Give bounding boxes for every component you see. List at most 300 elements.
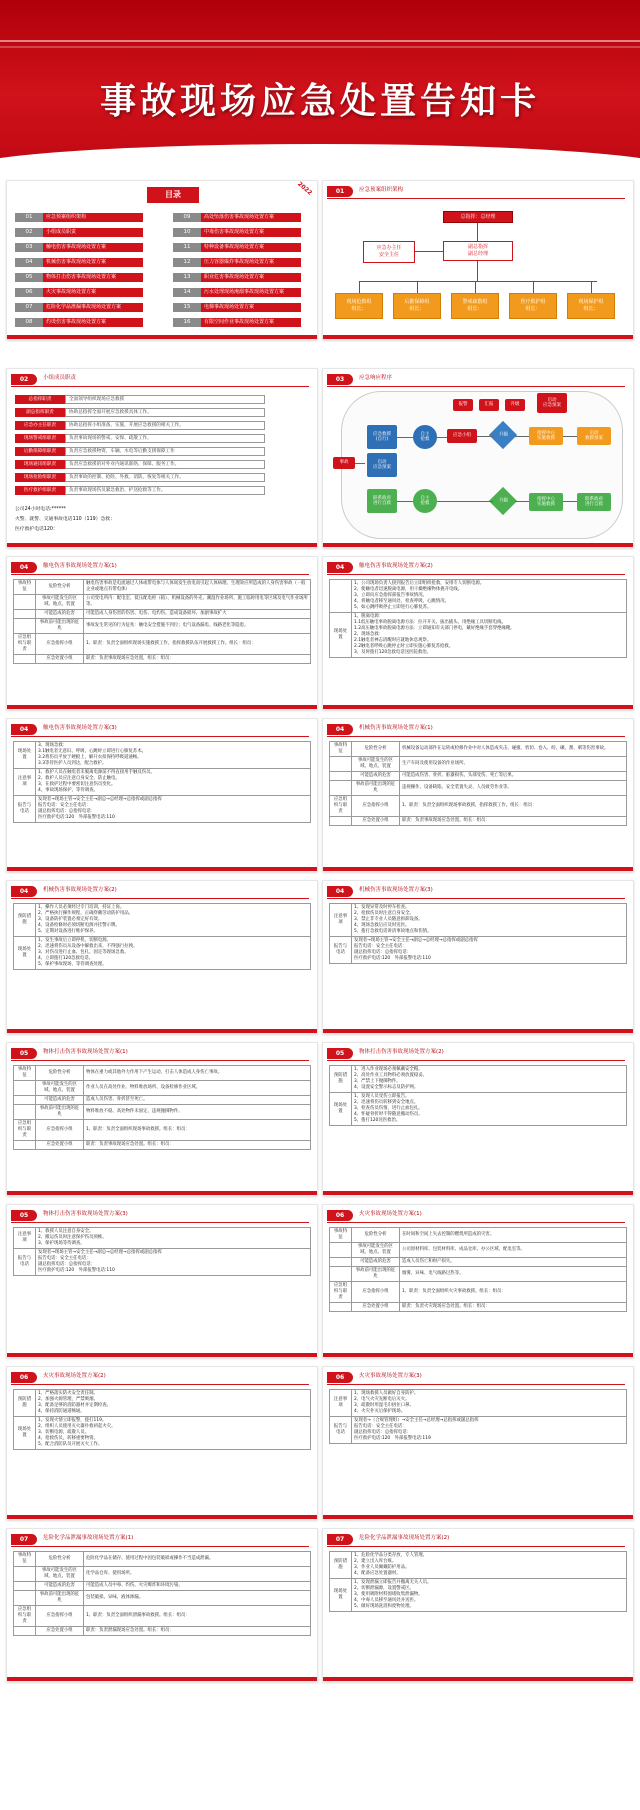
table-text-cell: 造成人员伤亡和财产损失。 bbox=[400, 1258, 627, 1267]
table-row bbox=[14, 1105, 311, 1120]
table-section-cell: 应急组织与职责 bbox=[14, 634, 36, 655]
org-connector bbox=[477, 261, 478, 281]
table-row bbox=[330, 613, 627, 658]
panel-header-line bbox=[11, 1060, 309, 1061]
table-row bbox=[14, 769, 311, 796]
table-row bbox=[330, 796, 627, 817]
panel-title: 机械伤害事故现场处置方案(2) bbox=[43, 887, 117, 893]
table-text-cell: 违规操作、设备缺陷、安全装置失灵、人员疲劳作业等。 bbox=[400, 781, 627, 796]
table-row bbox=[14, 634, 311, 655]
org-office: 应急办主任 安全主任 bbox=[363, 241, 415, 263]
flow-arrow bbox=[563, 501, 577, 502]
toc-label: 特种设备事故现场处置方案 bbox=[201, 243, 301, 252]
table-section-cell: 预防措施 bbox=[330, 1066, 352, 1093]
panel-number: 06 bbox=[327, 1210, 353, 1221]
panel-footer-bar bbox=[323, 543, 633, 547]
flow-panel bbox=[322, 368, 634, 548]
table-text-cell: 物体在重力或其他外力作用下产生运动，打击人体造成人身伤亡事故。 bbox=[84, 1066, 311, 1081]
table-section-cell bbox=[14, 1081, 36, 1096]
table-section-cell bbox=[330, 1267, 352, 1282]
table-row bbox=[14, 1627, 311, 1636]
table-section-cell: 报告与电话 bbox=[14, 796, 36, 823]
plan-card bbox=[322, 1366, 634, 1520]
plan-card bbox=[322, 1042, 634, 1196]
table-text-cell: 1、职责：负责全面组织现场事故救援。组长：组员： bbox=[84, 1120, 311, 1141]
table-text-cell: 职责：负责事故现场应急处置。组长：组员： bbox=[400, 817, 627, 826]
panel-header-line bbox=[327, 1060, 625, 1061]
table-row bbox=[330, 1579, 627, 1612]
table-section-cell bbox=[330, 1243, 352, 1258]
toc-label: 灼烫伤害事故现场处置方案 bbox=[43, 318, 143, 327]
table-row bbox=[330, 1282, 627, 1303]
page-title: 事故现场应急处置告知卡 bbox=[99, 81, 540, 122]
panel-footer-bar bbox=[7, 867, 317, 871]
table-text-cell: 1、进入作业现场必须佩戴安全帽。 2、高处作业工具物料必须放置稳妥。 3、严禁上下抛掷物件。 4、设置安全警示标志及防护网。 bbox=[352, 1066, 627, 1093]
table-label-cell: 事故前可能出现的征兆 bbox=[36, 1105, 84, 1120]
table-row bbox=[330, 772, 627, 781]
duty-row bbox=[15, 460, 265, 469]
table-label-cell: 应急指挥小组 bbox=[352, 1282, 400, 1303]
table-text-cell: 公司变电所内：配电室、低压配电柜（箱）、机械设备的外壳、潮湿作业场所、施工临时用电等区域及电气作业场所等。 bbox=[84, 595, 311, 610]
flow-node: 汇报 bbox=[479, 399, 499, 411]
toc-label: 触电伤害事故现场处置方案 bbox=[43, 243, 143, 252]
table-label-cell: 事故可能发生的区域、地点、装置 bbox=[36, 1567, 84, 1582]
plan-card bbox=[6, 880, 318, 1034]
panel-footer-bar bbox=[7, 1191, 317, 1195]
table-label-cell: 危险性分析 bbox=[36, 1066, 84, 1081]
table-text-cell: 危险化学品在储存、使用过程中因包装破损或操作不当造成泄漏。 bbox=[84, 1552, 311, 1567]
table-label-cell: 应急指挥小组 bbox=[36, 634, 84, 655]
toc-label: 火灾事故现场处置方案 bbox=[43, 288, 143, 297]
toc-number: 05 bbox=[15, 273, 43, 282]
panel-footer-bar bbox=[323, 705, 633, 709]
plan-card bbox=[6, 1528, 318, 1682]
panel-header-line bbox=[11, 736, 309, 737]
org-group-box: 现场保护组 组长： bbox=[567, 293, 615, 319]
panel-footer-bar bbox=[7, 705, 317, 709]
table-text-cell: 生产车间及使用设备的作业场所。 bbox=[400, 757, 627, 772]
org-connector bbox=[415, 251, 443, 252]
toc-item[interactable] bbox=[173, 228, 301, 237]
flow-arrow bbox=[563, 436, 577, 437]
plan-table bbox=[329, 1551, 627, 1612]
table-row bbox=[14, 595, 311, 610]
table-section-cell bbox=[330, 772, 352, 781]
flow-node: 自主 抢救 bbox=[413, 489, 437, 513]
plan-table bbox=[329, 1065, 627, 1126]
table-label-cell: 应急指挥小组 bbox=[36, 1606, 84, 1627]
table-section-cell bbox=[330, 580, 352, 613]
flow-arrow bbox=[397, 501, 413, 502]
toc-item[interactable] bbox=[173, 288, 301, 297]
duty-text: 全面领导组织现场应急救援 bbox=[65, 395, 265, 404]
panel-title: 物体打击伤害事故现场处置方案(2) bbox=[359, 1049, 444, 1055]
table-text-cell: 职责：负责事故现场应急处置，组长：组员： bbox=[84, 655, 311, 664]
toc-label: 污水处理现场淹溺事故现场处置方案 bbox=[201, 288, 301, 297]
table-text-cell: 1、发生事故后立即停机，切断电源。 2、迅速将伤员从设备中解救出来，不得强行拉拽。 3、对伤员进行止血、包扎、固定等现场急救。 4、立即拨打120急救电话。 5、保护事故现场，等待调查处理。 bbox=[36, 937, 311, 970]
table-section-cell bbox=[330, 757, 352, 772]
hero-stripe bbox=[0, 40, 640, 42]
table-section-cell: 报告与电话 bbox=[14, 1249, 36, 1276]
duty-row bbox=[15, 421, 265, 430]
duty-text: 负责应急救援的对外对内通讯联络、保障、服务工作。 bbox=[65, 460, 265, 469]
org-group-box: 警戒疏散组 组长： bbox=[451, 293, 499, 319]
toc-label: 小组成员职责 bbox=[43, 228, 143, 237]
table-row bbox=[14, 1228, 311, 1249]
toc-item[interactable] bbox=[173, 273, 301, 282]
panel-footer-bar bbox=[7, 1677, 317, 1681]
panel-header-line bbox=[11, 386, 309, 387]
table-section-cell: 现场处置 bbox=[330, 1093, 352, 1126]
flow-arrow bbox=[437, 437, 447, 438]
toc-label: 应急预案组织架构 bbox=[43, 213, 143, 222]
panel-title: 火灾事故现场处置方案(3) bbox=[359, 1373, 422, 1379]
toc-item[interactable] bbox=[15, 273, 143, 282]
panel-header-line bbox=[327, 898, 625, 899]
table-row bbox=[330, 1390, 627, 1417]
panel-number: 05 bbox=[327, 1048, 353, 1059]
panel-number: 04 bbox=[327, 562, 353, 573]
panel-header-line bbox=[327, 198, 625, 199]
org-connector bbox=[359, 281, 360, 293]
table-text-cell: 3、现场急救： 3.1触电者无意识、呼吸、心跳时立即进行心肺复苏术。 3.2将伤员平放于硬板上，解开衣扣保持呼吸道通畅。 3.3等待医护人员到达，配合救护。 bbox=[36, 742, 311, 769]
table-row bbox=[14, 1120, 311, 1141]
flow-node: 指挥中心 实施救援 bbox=[529, 493, 563, 511]
table-text-cell: 发现者→（合规管理组）→安全主任→总经理→总指挥或副总指挥 报告电话：安全主任电话： 副总指挥电话：总指挥电话： 医疗救护电话:120 外部报警电话:119 bbox=[352, 1417, 627, 1444]
flow-arrow bbox=[515, 501, 529, 502]
panel-header bbox=[11, 1534, 317, 1546]
panel-header bbox=[327, 562, 633, 574]
flow-node: 启动 应急预案 bbox=[367, 453, 397, 477]
table-section-cell bbox=[14, 1582, 36, 1591]
panel-header-line bbox=[327, 1384, 625, 1385]
table-section-cell bbox=[330, 817, 352, 826]
toc-number: 08 bbox=[15, 318, 43, 327]
toc-label: 危险化学品泄漏事故现场处置方案 bbox=[43, 303, 143, 312]
duty-label: 总指挥职责 bbox=[15, 395, 65, 404]
panel-footer-bar bbox=[323, 1191, 633, 1195]
panel-footer-bar bbox=[323, 1353, 633, 1357]
duties-panel bbox=[6, 368, 318, 548]
plan-card bbox=[322, 718, 634, 872]
org-commander: 总指挥：总经理 bbox=[443, 211, 513, 223]
toc-item[interactable] bbox=[173, 213, 301, 222]
toc-item[interactable] bbox=[15, 213, 143, 222]
toc-item[interactable] bbox=[173, 303, 301, 312]
table-section-cell: 注意事项 bbox=[14, 769, 36, 796]
table-section-cell bbox=[14, 1096, 36, 1105]
toc-number: 02 bbox=[15, 228, 43, 237]
table-row bbox=[14, 796, 311, 823]
table-label-cell: 应急处置小组 bbox=[352, 1303, 400, 1312]
table-row bbox=[330, 904, 627, 937]
duty-row bbox=[15, 395, 265, 404]
toc-number: 09 bbox=[173, 213, 201, 222]
hero-banner bbox=[0, 0, 640, 170]
table-text-cell: 烟雾、异味、电气线路过热等。 bbox=[400, 1267, 627, 1282]
org-panel bbox=[322, 180, 634, 340]
panel-header bbox=[327, 374, 633, 386]
table-row bbox=[330, 1093, 627, 1126]
table-row bbox=[14, 1591, 311, 1606]
toc-number: 06 bbox=[15, 288, 43, 297]
toc-year: 2022 bbox=[296, 180, 314, 197]
duty-label: 应急办主任职责 bbox=[15, 421, 65, 430]
toc-label: 职业危害事故现场处置方案 bbox=[201, 273, 301, 282]
table-text-cell: 可能造成人员中毒、灼伤、火灾爆炸和环境污染。 bbox=[84, 1582, 311, 1591]
table-text-cell: 1、脱离电源： 1.1低压触电事故脱离电源方法：拉开开关、拔出插头、用绝缘工具切断电线。 1.2高压触电事故脱离电源方法：立即通知有关部门停电，戴好绝缘手套穿绝缘靴。 2、现场急救： 2.1触电者神志清醒时应就地休息观察。 2.2触电者呼吸心跳停止时立即实施心肺复苏抢救。 3、及时拨打120急救电话送医院救治。 bbox=[352, 613, 627, 658]
duty-label: 后勤保障组职责 bbox=[15, 447, 65, 456]
toc-item[interactable] bbox=[173, 243, 301, 252]
plan-table bbox=[13, 1389, 311, 1450]
panel-title: 触电伤害事故现场处置方案(1) bbox=[43, 563, 117, 569]
table-section-cell: 注意事项 bbox=[14, 1228, 36, 1249]
table-section-cell bbox=[14, 1567, 36, 1582]
table-text-cell: 发现者→现场主管→安全主任→副总→总经理→总指挥或副总指挥 报告电话：安全主任电话： 副总指挥电话：总指挥电话： 医疗救护电话:120 外部报警电话:110 bbox=[352, 937, 627, 964]
plan-table bbox=[13, 903, 311, 970]
table-label-cell: 应急处置小组 bbox=[36, 655, 84, 664]
table-row bbox=[14, 1606, 311, 1627]
org-connector bbox=[475, 281, 476, 293]
table-row bbox=[14, 1390, 311, 1417]
table-section-cell bbox=[330, 781, 352, 796]
flow-node: 启动 救援预案 bbox=[577, 427, 611, 445]
panel-number: 04 bbox=[11, 886, 37, 897]
table-row bbox=[14, 937, 311, 970]
table-row bbox=[14, 1081, 311, 1096]
toc-item[interactable] bbox=[15, 258, 143, 267]
plan-card bbox=[6, 1204, 318, 1358]
table-text-cell: 1、发现火情立即报警，拨打119。 2、组织人员使用灭火器扑救初起火灾。 3、切断电源，疏散人员。 4、抢救伤员，转移重要物资。 5、配合消防队员开展灭火工作。 bbox=[36, 1417, 311, 1450]
org-deputy: 副总指挥 副总经理 bbox=[443, 241, 513, 261]
plan-card bbox=[322, 1528, 634, 1682]
table-text-cell: 职责：负责火灾现场应急处置。组长：组员： bbox=[400, 1303, 627, 1312]
table-label-cell: 可能造成的危害 bbox=[352, 1258, 400, 1267]
plan-table bbox=[13, 1065, 311, 1150]
plan-table bbox=[329, 1389, 627, 1444]
toc-item[interactable] bbox=[173, 318, 301, 327]
table-row bbox=[330, 1258, 627, 1267]
table-text-cell: 1、职责：负责全面组织现场事故救援，指挥救援工作。组长：组员： bbox=[400, 796, 627, 817]
org-connector bbox=[477, 223, 478, 241]
panel-footer-bar bbox=[7, 1515, 317, 1519]
table-row bbox=[14, 655, 311, 664]
table-text-cell: 触电伤害事故是电流通过人体或带电体与人体间发生放电而引起人体病理、生理效应所造成的人身伤害事故（一般企业或地点有带电体） bbox=[84, 580, 311, 595]
plan-card bbox=[6, 1366, 318, 1520]
toc-panel bbox=[6, 180, 318, 340]
table-label-cell: 危险性分析 bbox=[352, 1228, 400, 1243]
table-row bbox=[330, 817, 627, 826]
table-section-cell: 预防措施 bbox=[14, 904, 36, 937]
table-label-cell: 可能造成的危害 bbox=[36, 1096, 84, 1105]
plan-table bbox=[13, 579, 311, 664]
table-text-cell: 可能造成人身伤害的伤害、电伤、电灼伤、造成设备损坏、加剧事故扩大 bbox=[84, 610, 311, 619]
panel-number: 04 bbox=[327, 886, 353, 897]
duty-row bbox=[15, 486, 265, 495]
plan-table bbox=[329, 1227, 627, 1312]
table-row bbox=[14, 1582, 311, 1591]
flow-node: 应急救援 (自行) bbox=[367, 425, 397, 449]
table-section-cell: 应急组织与职责 bbox=[14, 1120, 36, 1141]
org-group-box: 后勤保障组 组长： bbox=[393, 293, 441, 319]
org-connector bbox=[591, 281, 592, 293]
table-section-cell: 事故特征 bbox=[330, 742, 352, 757]
toc-number: 04 bbox=[15, 258, 43, 267]
plan-table bbox=[13, 1227, 311, 1276]
table-row bbox=[330, 1066, 627, 1093]
table-row bbox=[14, 1417, 311, 1450]
table-label-cell: 事故可能发生的区域、地点、装置 bbox=[352, 1243, 400, 1258]
flow-decision-label: 升级 bbox=[498, 498, 508, 504]
panel-footer-bar bbox=[7, 543, 317, 547]
flow-start: 事故 bbox=[333, 457, 355, 469]
flow-arrow bbox=[477, 436, 493, 437]
toc-number: 01 bbox=[15, 213, 43, 222]
table-row bbox=[330, 1552, 627, 1579]
panel-title: 机械伤害事故现场处置方案(1) bbox=[359, 725, 433, 731]
panel-title: 火灾事故现场处置方案(1) bbox=[359, 1211, 422, 1217]
duty-label: 现场通讯组职责 bbox=[15, 460, 65, 469]
flow-arrow bbox=[515, 436, 529, 437]
panel-title: 火灾事故现场处置方案(2) bbox=[43, 1373, 106, 1379]
toc-header: 目录 bbox=[147, 187, 199, 203]
duty-text: 协助总指挥全面开展应急救援具体工作。 bbox=[65, 408, 265, 417]
table-text-cell: 1、职责：负责全面组织现场实施救援工作，指挥救援队伍开展救援工作。组长：组员： bbox=[84, 634, 311, 655]
flow-node: 自主 抢救 bbox=[413, 425, 437, 449]
duty-label: 现场警戒组职责 bbox=[15, 434, 65, 443]
table-section-cell: 应急组织与职责 bbox=[330, 796, 352, 817]
panel-title: 小组成员职责 bbox=[43, 375, 77, 381]
panel-number: 04 bbox=[11, 562, 37, 573]
table-text-cell: 包装破损、异味、液体渗漏。 bbox=[84, 1591, 311, 1606]
external-phone: 火警、就警、交通事故电话110（119）急救： bbox=[15, 517, 115, 522]
plan-table bbox=[329, 741, 627, 826]
panel-footer-bar bbox=[323, 1677, 633, 1681]
table-section-cell: 事故特征 bbox=[14, 580, 36, 595]
table-label-cell: 可能造成的危害 bbox=[352, 772, 400, 781]
table-text-cell: 发现者→现场主管→安全主任→副总→总经理→总指挥或副总指挥 报告电话：安全主任电话： 副总指挥电话：总指挥电话： 医疗救护电话:120 外部报警电话:110 bbox=[36, 1249, 311, 1276]
table-row bbox=[330, 757, 627, 772]
duty-row bbox=[15, 447, 265, 456]
table-section-cell: 事故特征 bbox=[14, 1552, 36, 1567]
duty-label: 医疗救护组职责 bbox=[15, 486, 65, 495]
panel-title: 触电伤害事故现场处置方案(3) bbox=[43, 725, 117, 731]
duty-text: 协助总指挥小组准备、实施、开展应急救援的相关工作。 bbox=[65, 421, 265, 430]
table-text-cell: 1、危险化学品分类存放，专人管理。 2、建立出入库台账。 3、作业人员佩戴防护用品。 4、配备应急处置器材。 bbox=[352, 1552, 627, 1579]
table-row bbox=[14, 1567, 311, 1582]
table-label-cell: 危险性分析 bbox=[352, 742, 400, 757]
panel-number: 05 bbox=[11, 1210, 37, 1221]
toc-label: 物体打击伤害事故现场处置方案 bbox=[43, 273, 143, 282]
table-label-cell: 事故前可能出现的征兆 bbox=[36, 619, 84, 634]
panel-title: 机械伤害事故现场处置方案(3) bbox=[359, 887, 433, 893]
duty-row bbox=[15, 408, 265, 417]
table-text-cell: 在时间和空间上失去控制的燃烧所造成的灾害。 bbox=[400, 1228, 627, 1243]
panel-title: 物体打击伤害事故现场处置方案(1) bbox=[43, 1049, 128, 1055]
toc-label: 高处坠落伤害事故现场处置方案 bbox=[201, 213, 301, 222]
table-row bbox=[330, 1267, 627, 1282]
toc-item[interactable] bbox=[15, 303, 143, 312]
flow-node: 联系政府 进行自救 bbox=[367, 489, 397, 513]
table-row bbox=[14, 1066, 311, 1081]
panel-header bbox=[327, 186, 633, 198]
duty-text: 负责事故现场伤员紧急救治、护送抢救等工作。 bbox=[65, 486, 265, 495]
panel-footer-bar bbox=[323, 1029, 633, 1033]
table-label-cell: 事故前可能出现的征兆 bbox=[36, 1591, 84, 1606]
duty-text: 负责应急救援物资、车辆、水电等后勤支援保障工作 bbox=[65, 447, 265, 456]
table-text-cell: 化学品仓库、使用场所。 bbox=[84, 1567, 311, 1582]
table-text-cell: 机械设备运动部件在运转或检修作业中对人体造成夹击、碰撞、剪切、卷入、绞、碾、割、刺等伤害事故。 bbox=[400, 742, 627, 757]
toc-number: 15 bbox=[173, 303, 201, 312]
table-section-cell: 报告与电话 bbox=[330, 937, 352, 964]
table-label-cell: 应急指挥小组 bbox=[36, 1120, 84, 1141]
panel-footer-bar bbox=[7, 1353, 317, 1357]
panel-header-line bbox=[327, 386, 625, 387]
panel-number: 07 bbox=[327, 1534, 353, 1545]
panel-title: 应急响应程序 bbox=[359, 375, 393, 381]
toc-item[interactable] bbox=[15, 318, 143, 327]
toc-item[interactable] bbox=[15, 228, 143, 237]
flow-node: 指挥中心 实施救援 bbox=[529, 427, 563, 445]
toc-item[interactable] bbox=[173, 258, 301, 267]
table-text-cell: 造成人员伤害、骨折甚至死亡。 bbox=[84, 1096, 311, 1105]
panel-title: 应急预案组织架构 bbox=[359, 187, 404, 193]
toc-label: 电梯事故现场处置方案 bbox=[201, 303, 301, 312]
table-label-cell: 应急指挥小组 bbox=[352, 796, 400, 817]
plan-card bbox=[322, 880, 634, 1034]
table-text-cell: 1、发现异常及时停车检查。 2、抢救伤员时注意自身安全。 3、禁止非专业人员随意拆卸设备。 4、现场急救后应及时送医。 5、拨打急救电话讲清事故地点和伤情。 bbox=[352, 904, 627, 937]
table-label-cell: 事故可能发生的区域、地点、装置 bbox=[36, 1081, 84, 1096]
table-row bbox=[330, 742, 627, 757]
table-text-cell: 职责：负责泄漏现场应急处置。组长：组员： bbox=[84, 1627, 311, 1636]
table-section-cell bbox=[14, 595, 36, 610]
panel-header bbox=[11, 562, 317, 574]
table-row bbox=[14, 580, 311, 595]
table-row bbox=[330, 1417, 627, 1444]
panel-number: 07 bbox=[11, 1534, 37, 1545]
flow-arrow bbox=[355, 463, 365, 464]
table-text-cell: 1、公司现场负责人接到报告后立即组织抢救，安排专人切断电源。 2、使触电者迅速脱离电源，用干燥绝缘物体挑开电线。 3、立即向应急指挥部报告事故情况。 4、将触电者移至通风处，检查呼吸、心跳情况。 5、如心跳呼吸停止立即进行心肺复苏。 bbox=[352, 580, 627, 613]
table-section-cell: 应急组织与职责 bbox=[330, 1282, 352, 1303]
panel-number: 01 bbox=[327, 186, 353, 197]
table-row bbox=[330, 781, 627, 796]
table-text-cell: 1、救护人员在触电者未脱离电源前不得直接用手触及伤员。 2、救护人员应注意自身安全，防止触电。 3、在救护过程中要密切注意伤员变化。 4、事故现场保护，等待调查。 bbox=[36, 769, 311, 796]
flow-arrow bbox=[437, 501, 493, 502]
panel-header bbox=[11, 1372, 317, 1384]
panel-header-line bbox=[327, 1546, 625, 1547]
table-label-cell: 应急处置小组 bbox=[36, 1627, 84, 1636]
flow-node: 报警 bbox=[453, 399, 473, 411]
table-text-cell: 事故发生常见的行为征兆：触电安全措施不到位；电气设备漏电、线路老化等隐患。 bbox=[84, 619, 311, 634]
toc-label: 中毒伤害事故现场处置方案 bbox=[201, 228, 301, 237]
table-section-cell: 预防措施 bbox=[14, 1390, 36, 1417]
panel-header bbox=[327, 1048, 633, 1060]
flow-decision-label: 升级 bbox=[498, 432, 508, 438]
toc-item[interactable] bbox=[15, 243, 143, 252]
duty-label: 副总指挥职责 bbox=[15, 408, 65, 417]
hero-stripe bbox=[0, 46, 640, 48]
toc-number: 11 bbox=[173, 243, 201, 252]
table-label-cell: 应急处置小组 bbox=[352, 817, 400, 826]
table-row bbox=[330, 580, 627, 613]
table-row bbox=[330, 937, 627, 964]
panel-number: 06 bbox=[327, 1372, 353, 1383]
panel-header bbox=[11, 724, 317, 736]
table-text-cell: 1、救援人员注意自身安全。 2、搬运伤员时注意保护伤员颈椎。 3、保护现场等待调查。 bbox=[36, 1228, 311, 1249]
hospital-phone: 医疗救护电话120： bbox=[15, 527, 58, 532]
toc-item[interactable] bbox=[15, 288, 143, 297]
table-label-cell: 危险性分析 bbox=[36, 1552, 84, 1567]
